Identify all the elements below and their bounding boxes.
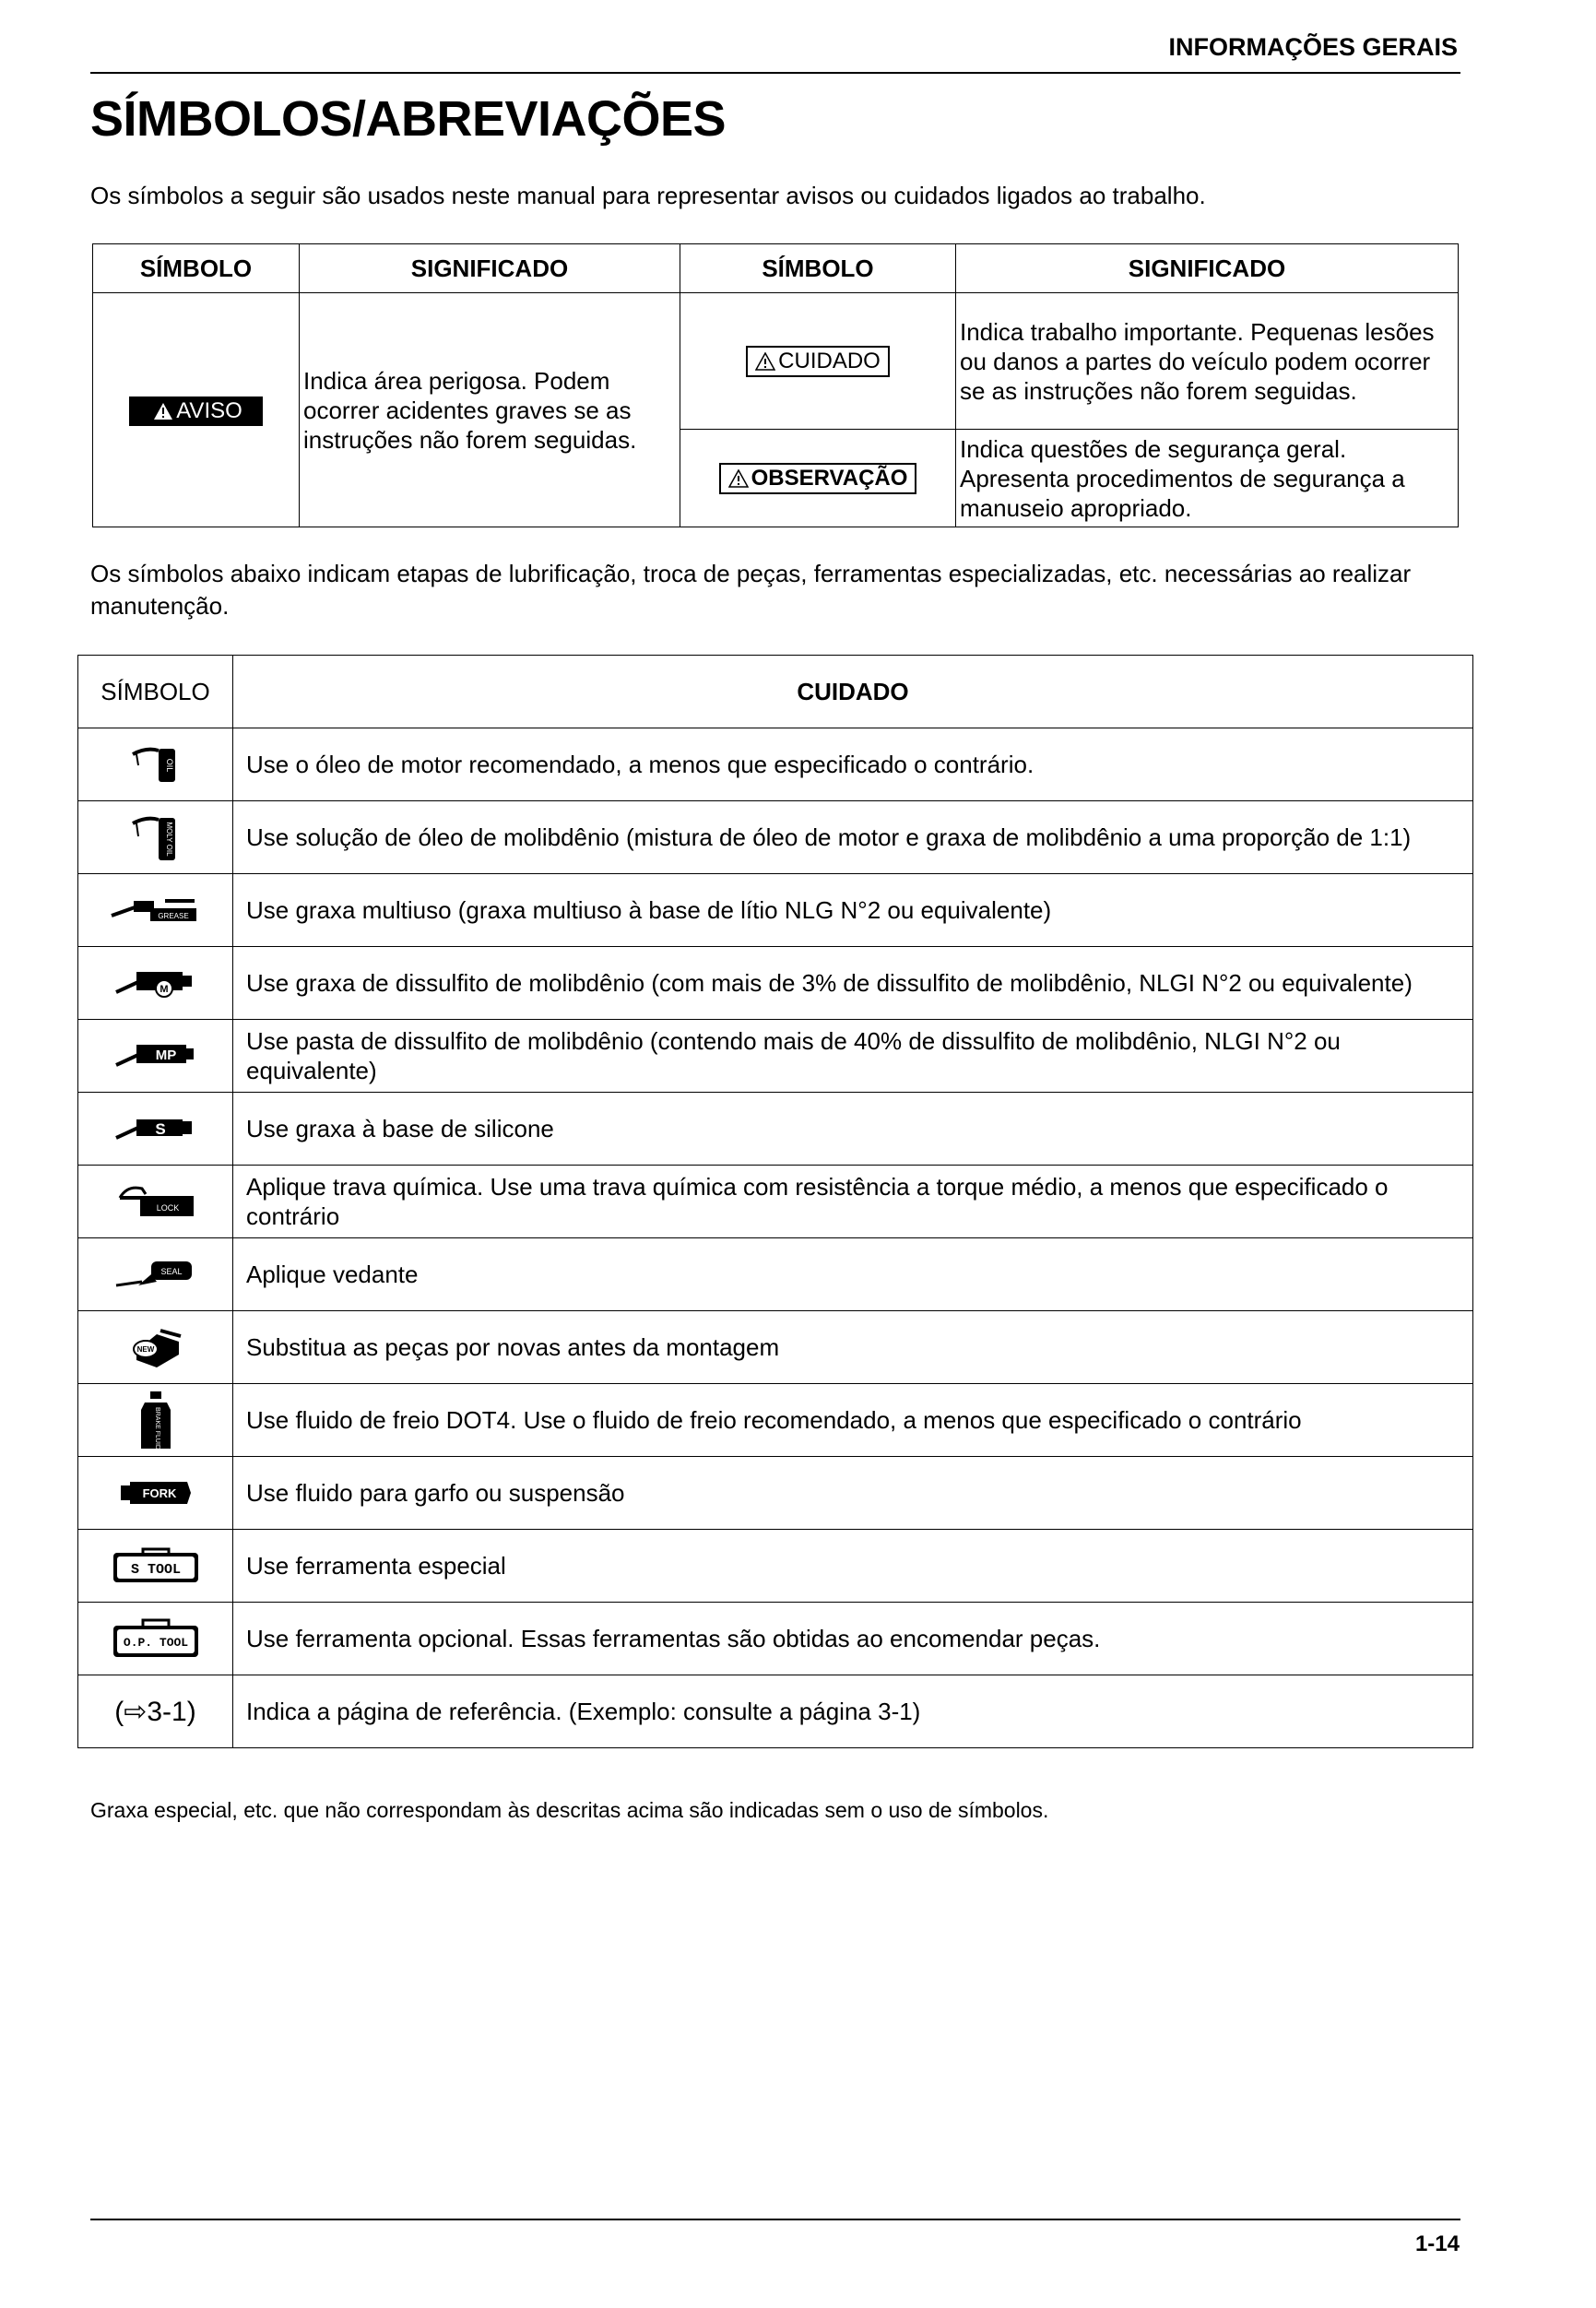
svg-text:GREASE: GREASE bbox=[157, 912, 189, 920]
section-header: INFORMAÇÕES GERAIS bbox=[1168, 33, 1458, 61]
row-description: Indica a página de referência. (Exemplo: consulte a página 3-1) bbox=[233, 1675, 1473, 1748]
svg-text:M: M bbox=[159, 984, 169, 995]
row-description: Use ferramenta especial bbox=[233, 1530, 1473, 1603]
row-description: Use pasta de dissulfito de molibdênio (contendo mais de 40% de dissulfito de molibdênio, NLGI N°2 ou equivalente) bbox=[233, 1020, 1473, 1093]
observacao-meaning: Indica questões de segurança geral. Apresenta procedimentos de segurança a manuseio apropriado. bbox=[956, 430, 1459, 527]
table-row bbox=[78, 801, 1473, 874]
row-description: Aplique trava química. Use uma trava química com resistência a torque médio, a menos que especificado o contrário bbox=[233, 1166, 1473, 1238]
table-row bbox=[78, 728, 1473, 801]
table-row bbox=[78, 1166, 1473, 1238]
silicone-grease-icon bbox=[114, 1108, 197, 1149]
svg-text:NEW: NEW bbox=[136, 1345, 154, 1354]
col-header-symbol: SÍMBOLO bbox=[78, 656, 233, 728]
row-description: Aplique vedante bbox=[233, 1238, 1473, 1311]
svg-text:S: S bbox=[154, 1120, 166, 1138]
row-description: Use graxa à base de silicone bbox=[233, 1093, 1473, 1166]
svg-text:FORK: FORK bbox=[142, 1486, 176, 1500]
svg-text:SEAL: SEAL bbox=[160, 1267, 183, 1276]
page-number: 1-14 bbox=[1414, 2231, 1460, 2256]
table-row bbox=[78, 1384, 1473, 1457]
svg-text:MP: MP bbox=[155, 1047, 176, 1063]
footnote: Graxa especial, etc. que não correspondam às descritas acima são indicadas sem o uso de símbolos. bbox=[90, 1798, 1049, 1822]
cuidado-label: CUIDADO bbox=[778, 349, 881, 373]
aviso-label: AVISO bbox=[176, 397, 242, 423]
svg-text:O.P. TOOL: O.P. TOOL bbox=[123, 1636, 188, 1650]
fork-fluid-icon bbox=[119, 1476, 193, 1509]
cuidado-symbol-cell bbox=[680, 293, 956, 430]
reference-arrow-icon: (⇨3-1) bbox=[78, 1675, 233, 1748]
row-description: Use ferramenta opcional. Essas ferramentas são obtidas ao encomendar peças. bbox=[233, 1603, 1473, 1675]
table-row bbox=[78, 1530, 1473, 1603]
moly-oil-can-icon bbox=[124, 811, 188, 864]
cuidado-meaning: Indica trabalho importante. Pequenas lesões ou danos a partes do veículo podem ocorrer se as instruções não forem seguidas. bbox=[956, 293, 1459, 430]
col-header-meaning-2: SIGNIFICADO bbox=[956, 244, 1459, 293]
grease-gun-icon bbox=[110, 892, 202, 929]
page-title: SÍMBOLOS/ABREVIAÇÕES bbox=[90, 91, 727, 147]
table-row bbox=[78, 1238, 1473, 1311]
observacao-label: OBSERVAÇÃO bbox=[751, 466, 908, 491]
observacao-symbol-cell bbox=[680, 430, 956, 527]
row-description: Use o óleo de motor recomendado, a menos que especificado o contrário. bbox=[233, 728, 1473, 801]
table-row bbox=[78, 1311, 1473, 1384]
maintenance-symbols-table bbox=[77, 655, 1473, 1748]
col-header-caution: CUIDADO bbox=[233, 656, 1473, 728]
svg-text:MOLY OIL: MOLY OIL bbox=[164, 822, 173, 857]
row-description: Use fluido para garfo ou suspensão bbox=[233, 1457, 1473, 1530]
warning-triangle-icon bbox=[153, 402, 173, 420]
table-row bbox=[78, 1457, 1473, 1530]
intro-paragraph-2: Os símbolos abaixo indicam etapas de lubrificação, troca de peças, ferramentas especializadas, etc. necessárias ao realizar manutenção. bbox=[90, 560, 1412, 620]
row-description: Use fluido de freio DOT4. Use o fluido de freio recomendado, a menos que especificado o contrário bbox=[233, 1384, 1473, 1457]
col-header-meaning: SIGNIFICADO bbox=[300, 244, 680, 293]
optional-tool-icon bbox=[110, 1616, 202, 1661]
col-header-symbol: SÍMBOLO bbox=[93, 244, 300, 293]
warning-symbols-table bbox=[92, 243, 1459, 527]
svg-text:BRAKE FLUID: BRAKE FLUID bbox=[153, 1407, 160, 1450]
row-description: Use graxa de dissulfito de molibdênio (com mais de 3% de dissulfito de molibdênio, NLGI N°2 ou equivalente) bbox=[233, 947, 1473, 1020]
observacao-badge bbox=[719, 463, 917, 494]
special-tool-icon bbox=[110, 1545, 202, 1586]
warning-triangle-icon bbox=[755, 352, 775, 371]
footer-rule bbox=[90, 2219, 1460, 2220]
row-description: Substitua as peças por novas antes da montagem bbox=[233, 1311, 1473, 1384]
thread-lock-icon bbox=[114, 1181, 197, 1222]
col-header-symbol-2: SÍMBOLO bbox=[680, 244, 956, 293]
sealant-icon bbox=[114, 1254, 197, 1295]
new-parts-icon bbox=[124, 1323, 188, 1371]
aviso-meaning: Indica área perigosa. Podem ocorrer acidentes graves se as instruções não forem seguidas. bbox=[300, 293, 680, 527]
table-row bbox=[78, 1093, 1473, 1166]
table-row bbox=[78, 1020, 1473, 1093]
svg-text:S TOOL: S TOOL bbox=[130, 1562, 181, 1578]
row-description: Use graxa multiuso (graxa multiuso à base de lítio NLG N°2 ou equivalente) bbox=[233, 874, 1473, 947]
table-row bbox=[78, 1675, 1473, 1748]
cuidado-badge bbox=[746, 346, 890, 377]
row-description: Use solução de óleo de molibdênio (mistura de óleo de motor e graxa de molibdênio a uma proporção de 1:1) bbox=[233, 801, 1473, 874]
svg-text:LOCK: LOCK bbox=[156, 1203, 179, 1213]
table-row bbox=[78, 947, 1473, 1020]
oil-can-icon bbox=[124, 741, 188, 787]
intro-paragraph: Os símbolos a seguir são usados neste manual para representar avisos ou cuidados ligados ao trabalho. bbox=[90, 182, 1206, 209]
aviso-symbol-cell bbox=[93, 293, 300, 527]
warning-triangle-icon bbox=[728, 469, 749, 488]
moly-grease-icon bbox=[114, 963, 197, 1003]
table-row bbox=[78, 874, 1473, 947]
header-rule bbox=[90, 72, 1460, 74]
moly-paste-icon bbox=[114, 1036, 197, 1076]
svg-text:OIL: OIL bbox=[164, 758, 174, 773]
table-row bbox=[78, 1603, 1473, 1675]
aviso-badge bbox=[129, 397, 263, 426]
brake-fluid-icon bbox=[137, 1390, 174, 1450]
